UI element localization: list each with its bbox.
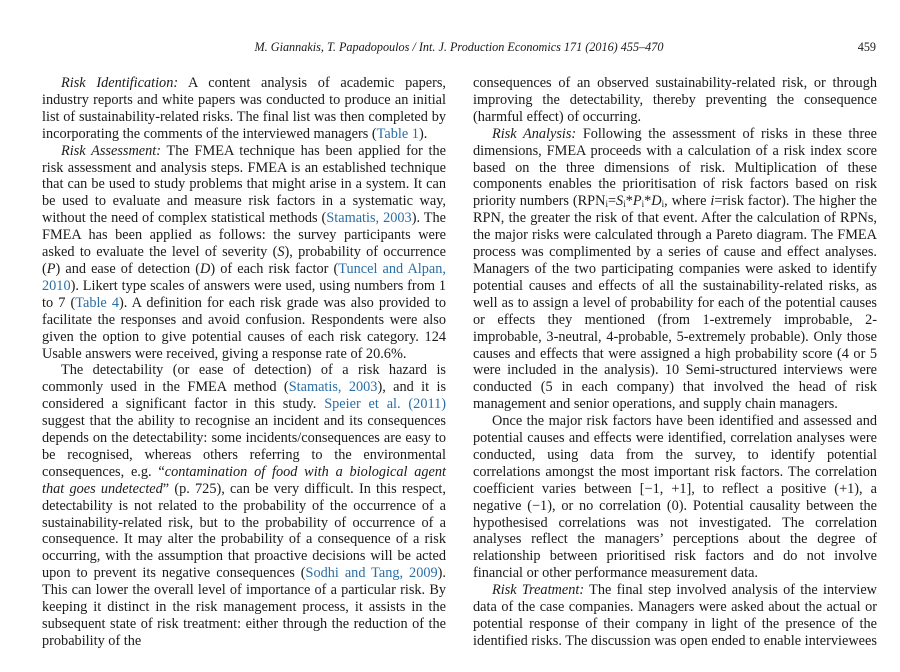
page-number: 459 <box>857 40 876 54</box>
subscript-i: i <box>641 199 645 210</box>
symbol-probability: P <box>46 260 56 277</box>
italic-quote: contamination of food with a biological agent that goes undetected <box>42 463 447 497</box>
text: ), probability of occurrence ( <box>42 244 446 277</box>
section-lead-risk-analysis: Risk Analysis: <box>492 125 577 142</box>
symbol-d: D <box>651 193 662 210</box>
text: ) and ease of detection ( <box>55 260 201 277</box>
text: A content analysis of academic papers, industry reports and white papers was conducted to produce an initial list of sustainability-related risks. The final list was then completed by incorporating the comments of the interviewed managers ( <box>42 75 446 142</box>
reference-link-table-1[interactable]: Table 1 <box>376 125 419 142</box>
text: ). Likert type scales of answers were used, using numbers from 1 to 7 ( <box>42 277 446 311</box>
asterisk: * <box>644 193 652 210</box>
text: ” (p. 725), can be very difficult. In this respect, detectability is not related to the probability of the occurrence of a sustainability-related risk, but to the probability of occurrence of a consequence. It may alter the probability of a consequence of a risk occurring, with the assumption that proactive decisions will be acted upon to prevent its negative consequences ( <box>42 480 446 582</box>
right-column <box>473 75 877 650</box>
reference-link-sodhi-tang-2009[interactable]: Sodhi and Tang, 2009 <box>305 565 438 582</box>
paragraph-correlation: Once the major risk factors have been identified and assessed and potential causes and effects were identified, correlation analyses were conducted, using data from the survey, to identify potential correlations amongst the most important risk factors. The correlation coefficient varies between [−1, +1], to reflect a positive (+1), a negative (−1), or no correlation (0). Potential causality between the hypothesised correlations was not investigated. The correlation analyses reflect the managers’ perceptions about the degree of relationship between prioritised risk factors and do not involve financial or other performance measurement data. <box>473 413 877 582</box>
subscript-i: i <box>605 199 608 210</box>
reference-link-stamatis-2003[interactable]: Stamatis, 2003 <box>326 210 412 227</box>
text: The detectability (or ease of detection) of a risk hazard is commonly used in the FMEA method ( <box>42 362 446 396</box>
reference-link-stamatis-2003[interactable]: Stamatis, 2003 <box>288 379 378 396</box>
text: ). A definition for each risk grade was also provided to facilitate the responses and avoid confusion. Respondents were also given the option to give potential causes of each risk category. 124 Usable answers were received, giving a response rate of 20.6%. <box>42 294 446 362</box>
text: , where <box>664 193 711 210</box>
text: ) of each risk factor ( <box>210 260 339 277</box>
paragraph-risk-assessment <box>42 143 446 363</box>
paragraph-risk-analysis <box>473 126 877 413</box>
asterisk: * <box>625 193 633 210</box>
text: The final step involved analysis of the interview data of the case companies. Managers were asked about the actual or potential response of their company in light of the presence of the identified risks. The discussion was open ended to enable interviewees <box>473 582 877 649</box>
reference-link-table-4[interactable]: Table 4 <box>75 294 120 311</box>
text: ). <box>418 125 428 142</box>
symbol-severity: S <box>277 244 285 261</box>
text: Following the assessment of risks in these three dimensions, FMEA proceeds with a calculation of a risk index score based on the three dimensions of risk. Multiplication of these components enables the prioritisation of risk factors based on risk priority numbers (RPN <box>473 125 878 210</box>
symbol-s: S <box>616 193 624 210</box>
text: The FMEA technique has been applied for the risk assessment and analysis steps. FMEA is an established technique that can be used to study problems that might arise in a system. It can be used to evaluate and measure risk factors in a systematic way, without the need of complex statistical methods ( <box>42 142 446 227</box>
symbol-i: i <box>710 193 715 210</box>
text: ), and it is considered a significant factor in this study. <box>42 379 447 413</box>
section-lead-risk-treatment: Risk Treatment: <box>492 582 585 599</box>
text: ). The FMEA has been applied as follows: the survey participants were asked to evaluate the level of severity ( <box>42 210 446 261</box>
reference-link-speier-2011[interactable]: Speier et al. (2011) <box>324 396 446 413</box>
symbol-detection: D <box>200 260 211 277</box>
text: suggest that the ability to recognise an incident and its consequences depends on the detectability: some incidents/consequences are easy to be recognised, whereas others referring to the environmental consequences, e.g. “ <box>42 413 446 480</box>
page-header <box>42 38 876 58</box>
symbol-p: P <box>632 193 642 210</box>
paragraph-continuation: consequences of an observed sustainability-related risk, or through improving the detectability, thereby preventing the consequence (harmful effect) of occurring. <box>473 75 877 125</box>
subscript-i: i <box>623 199 626 210</box>
section-lead-risk-assessment: Risk Assessment: <box>61 142 162 159</box>
section-lead-risk-identification: Risk Identification: <box>61 75 179 91</box>
left-column <box>42 75 446 650</box>
subscript-i: i <box>661 199 665 210</box>
paragraph-risk-identification <box>42 75 446 143</box>
text: ). This can lower the overall level of importance of a particular risk. By keeping it distinct in the risk management process, it assists in the subsequent state of risk treatment: either through the reduction of the probability of the <box>42 565 446 649</box>
equals-sign: = <box>607 193 617 210</box>
paragraph-detectability <box>42 362 446 649</box>
text: =risk factor). The higher the RPN, the greater the risk of that event. After the calculation of RPNs, the major risks were calculated through a Pareto diagram. The FMEA process was complimented by a series of cause and effect analyses. Managers of the two participating companies were asked to identify potential causes and effects of all the sustainability-related risks, as well as to assign a level of probability for each of the potential causes or effects they mentioned (from 1-extremely improbable, 2-improbable, 3-neutral, 4-probable, 5-extremely probable). Only those causes and effects that were assigned a high probability score (4 or 5 were included in the analysis). 10 Semi-structured interviews were conducted (5 in each company) that involved the head of risk management and senior operations, and supply chain managers. <box>473 193 877 413</box>
reference-link-tuncel-alpan-2010[interactable]: Tuncel and Alpan, 2010 <box>42 260 446 294</box>
paragraph-risk-treatment <box>473 582 877 650</box>
running-title: M. Giannakis, T. Papadopoulos / Int. J. Production Economics 171 (2016) 455–470 <box>254 40 664 54</box>
